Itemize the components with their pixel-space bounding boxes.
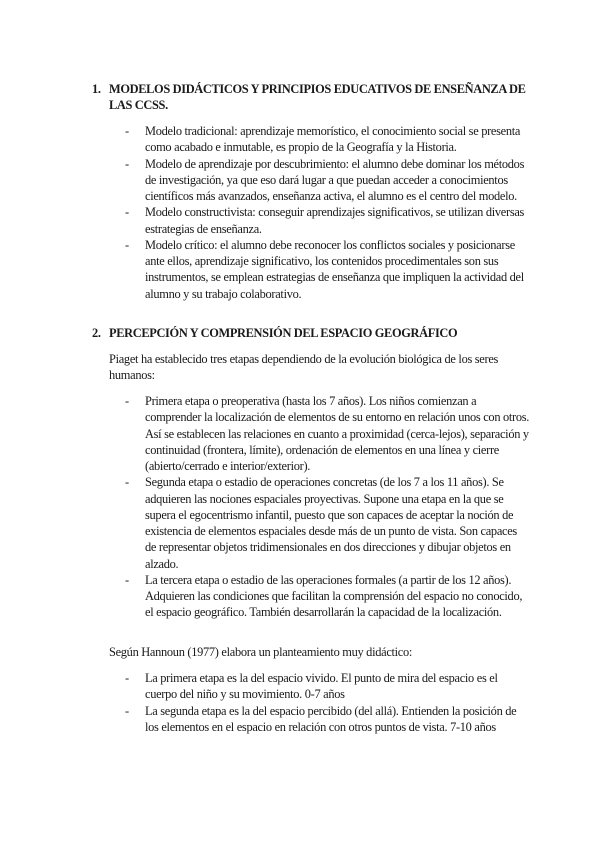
list-item: [125, 474, 530, 572]
list-item-text: Modelo constructivista: conseguir aprendizajes significativos, se utilizan diversas estrategias de enseñanza.: [145, 205, 525, 236]
hannoun-stages-list: [125, 670, 530, 735]
didactic-models-list: [125, 123, 530, 302]
list-marker: -: [125, 237, 129, 252]
list-marker: -: [125, 475, 129, 490]
list-item: [125, 703, 530, 736]
section-1-title: MODELOS DIDÁCTICOS Y PRINCIPIOS EDUCATIVOS DE ENSEÑANZA DE LAS CCSS.: [109, 82, 526, 112]
list-marker: -: [125, 156, 129, 171]
list-item: [125, 123, 530, 156]
section-2-title: PERCEPCIÓN Y COMPRENSIÓN DEL ESPACIO GEOGRÁFICO: [109, 326, 458, 340]
list-item-text: Modelo crítico: el alumno debe reconocer los conflictos sociales y posicionarse ante ellos, aprendizaje significativo, los contenidos procedimentales son sus instrumentos, se emplean estrategias de enseñanza que impliquen la actividad del alumno y su trabajo colaborativo.: [145, 237, 524, 301]
list-marker: -: [125, 205, 129, 220]
list-item: [125, 393, 530, 474]
section-1-heading: [92, 81, 532, 113]
list-marker: -: [125, 124, 129, 138]
section-2-heading: [92, 325, 532, 341]
list-item: [125, 670, 530, 703]
piaget-intro: Piaget ha establecido tres etapas dependiendo de la evolución biológica de los seres humanos:: [109, 352, 499, 383]
list-item-text: Primera etapa o preoperativa (hasta los 7 años). Los niños comienzan a comprender la localización de elementos de su entorno en relación unos con otros. Así se establecen las relaciones en cuanto a proximidad (cerca-lejos), separación y continuidad (frontera, límite), ordenación de elementos en una línea y cierre (abierto/cerrado e interior/exterior).: [145, 394, 530, 473]
list-item-text: Modelo de aprendizaje por descubrimiento: el alumno debe dominar los métodos de investigación, ya que eso dará lugar a que puedan acceder a conocimientos científicos más avanzados, enseñanza activa, el alumno es el centro del modelo.: [145, 156, 525, 203]
list-item-text: Segunda etapa o estadio de operaciones concretas (de los 7 a los 11 años). Se adquieren las nociones espaciales proyectivas. Supone una etapa en la que se supera el egocentrismo infantil, puesto que son capaces de aceptar la noción de existencia de elementos espaciales desde más de un punto de vista. Son capaces de representar objetos tridimensionales en dos direcciones y dibujar objetos en alzado.: [145, 475, 517, 571]
list-item: [125, 204, 530, 237]
list-marker: -: [125, 394, 129, 408]
list-item-text: La tercera etapa o estadio de las operaciones formales (a partir de los 12 años). Adquieren las condiciones que facilitan la comprensión del espacio no conocido, el espacio geográfico. También desarrollarán la capacidad de la localización.: [145, 572, 523, 620]
list-marker: -: [125, 572, 129, 587]
piaget-stages-list: [125, 393, 530, 621]
list-item: [125, 237, 530, 302]
list-item-text: Modelo tradicional: aprendizaje memorístico, el conocimiento social se presenta como acabado e inmutable, es propio de la Geografía y la Historia.: [145, 124, 521, 155]
list-item: [125, 156, 530, 205]
list-marker: -: [125, 703, 129, 718]
list-item: [125, 572, 530, 621]
section-1-number: 1.: [92, 82, 101, 96]
list-marker: -: [125, 671, 129, 685]
hannoun-intro: Según Hannoun (1977) elabora un planteamiento muy didáctico:: [109, 645, 413, 659]
section-2-number: 2.: [92, 326, 101, 340]
list-item-text: La segunda etapa es la del espacio percibido (del allá). Entienden la posición de los elementos en el espacio en relación con otros puntos de vista. 7-10 años: [145, 703, 517, 734]
list-item-text: La primera etapa es la del espacio vivido. El punto de mira del espacio es el cuerpo del niño y su movimiento. 0-7 años: [145, 671, 498, 702]
